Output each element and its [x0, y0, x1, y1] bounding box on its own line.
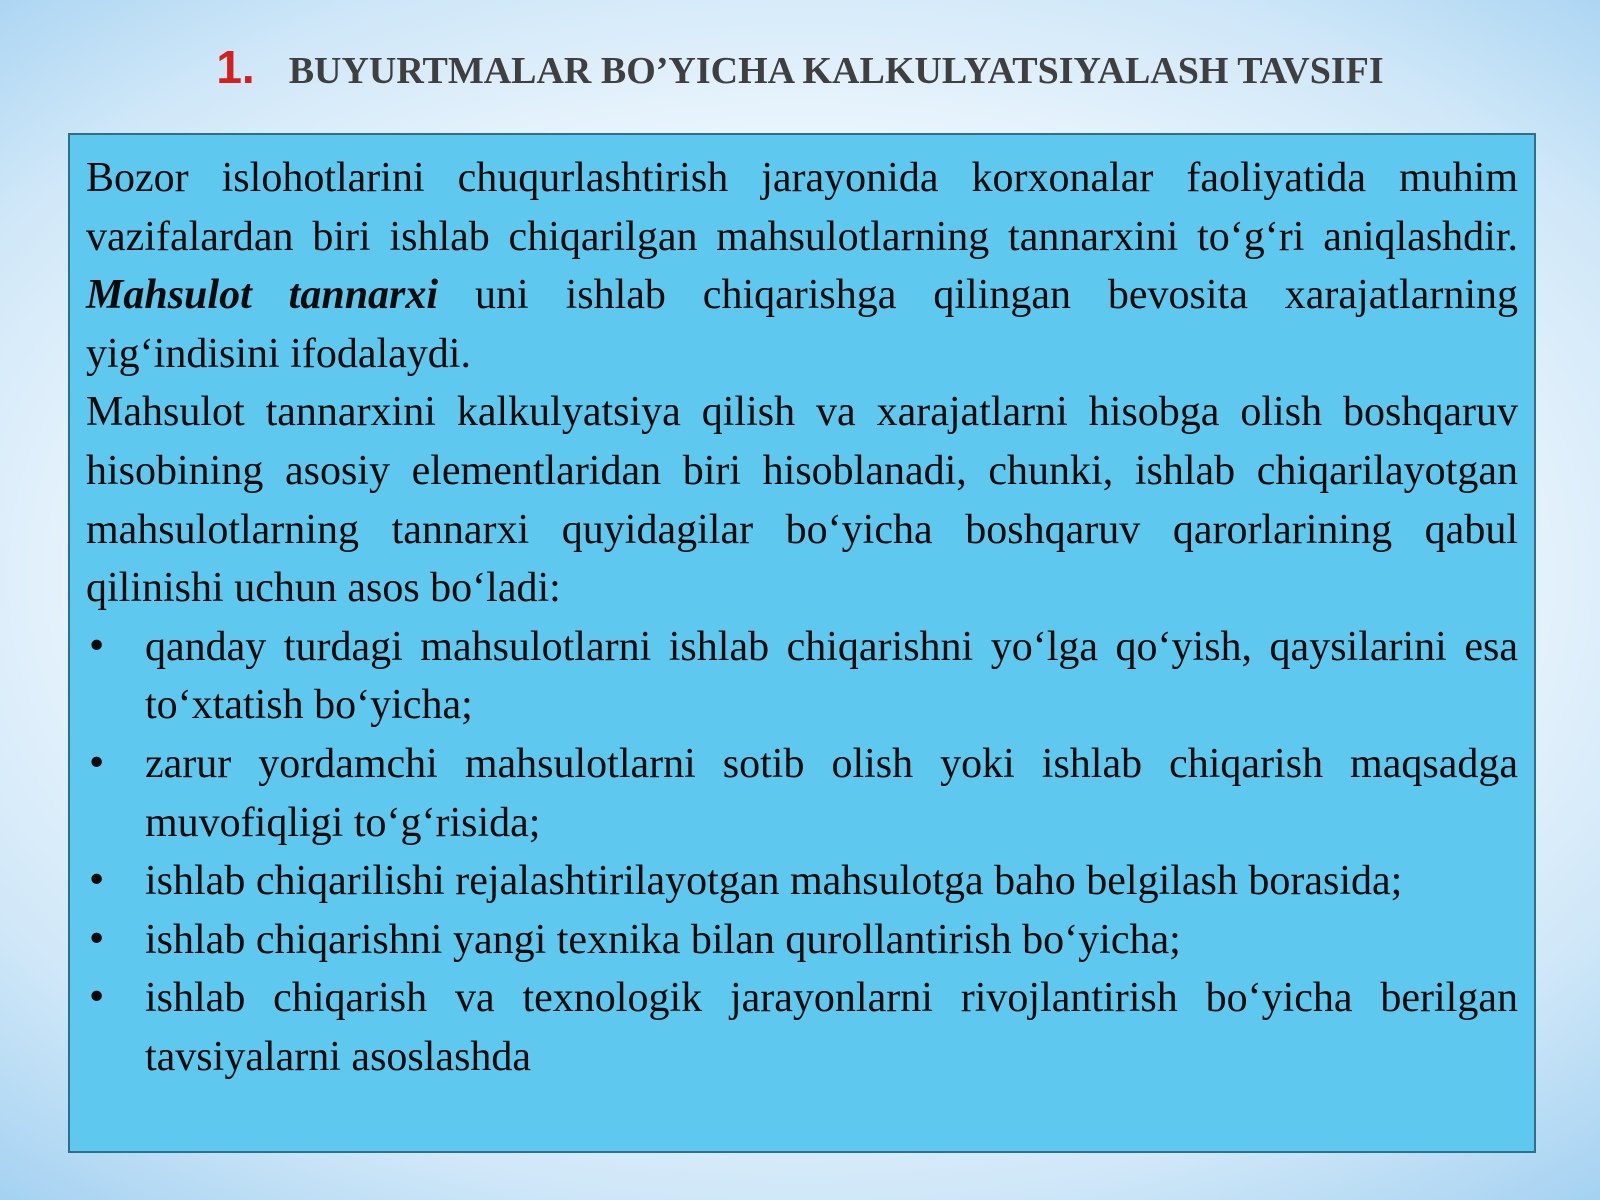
title-text: BUYURTMALAR BO’YICHA KALKULYATSIYALASH TAVSIFI [288, 50, 1384, 92]
paragraph-intro-after: uni ishlab chiqarishga qilingan bevosita xarajatlarning yig‘indisini ifodalaydi. [86, 272, 1518, 377]
list-item [86, 969, 1518, 1086]
bullet-text: zarur yordamchi mahsulotlarni sotib olish yoki ishlab chiqarish maqsadga muvofiqligi to‘g‘risida; [145, 740, 1518, 846]
content-box [68, 133, 1536, 1153]
bullet-dot-icon: • [86, 918, 108, 960]
paragraph-calculation: Mahsulot tannarxini kalkulyatsiya qilish va xarajatlarni hisobga olish boshqaruv hisobining asosiy elementlaridan biri hisoblanadi, chunki, ishlab chiqarilayotgan mahsulotlarning tannarxi quyidagilar bo‘yicha boshqaruv qarorlarining qabul qilinishi uchun asos bo‘ladi: [86, 389, 1518, 612]
paragraph-intro-before: Bozor islohotlarini chuqurlashtirish jarayonida korxonalar faoliyatida muhim vazifalardan biri ishlab chiqarilgan mahsulotlarning tannarxini to‘g‘ri aniqlashdir. [86, 155, 1518, 260]
list-item [86, 618, 1518, 735]
bullet-text: ishlab chiqarishni yangi texnika bilan qurollantirish bo‘yicha; [145, 916, 1181, 963]
bullet-text: ishlab chiqarish va texnologik jarayonlarni rivojlantirish bo‘yicha berilgan tavsiyalarni asoslashda [145, 975, 1518, 1080]
list-item [86, 852, 1518, 911]
list-item [86, 735, 1518, 852]
bullet-dot-icon: • [86, 625, 108, 667]
list-item [86, 911, 1518, 970]
title-number: 1. [216, 41, 255, 93]
slide-title [0, 40, 1600, 94]
bullet-text: qanday turdagi mahsulotlarni ishlab chiqarishni yo‘lga qo‘yish, qaysilarini esa to‘xtatish bo‘yicha; [145, 623, 1518, 729]
bullet-list [86, 618, 1518, 1087]
bullet-dot-icon: • [86, 977, 108, 1019]
bullet-dot-icon: • [86, 860, 108, 902]
term-mahsulot-tannarxi: Mahsulot tannarxi [86, 272, 439, 319]
bullet-text: ishlab chiqarilishi rejalashtirilayotgan mahsulotga baho belgilash borasida; [145, 858, 1403, 905]
bullet-dot-icon: • [86, 742, 108, 784]
paragraph-intro [86, 149, 1518, 383]
